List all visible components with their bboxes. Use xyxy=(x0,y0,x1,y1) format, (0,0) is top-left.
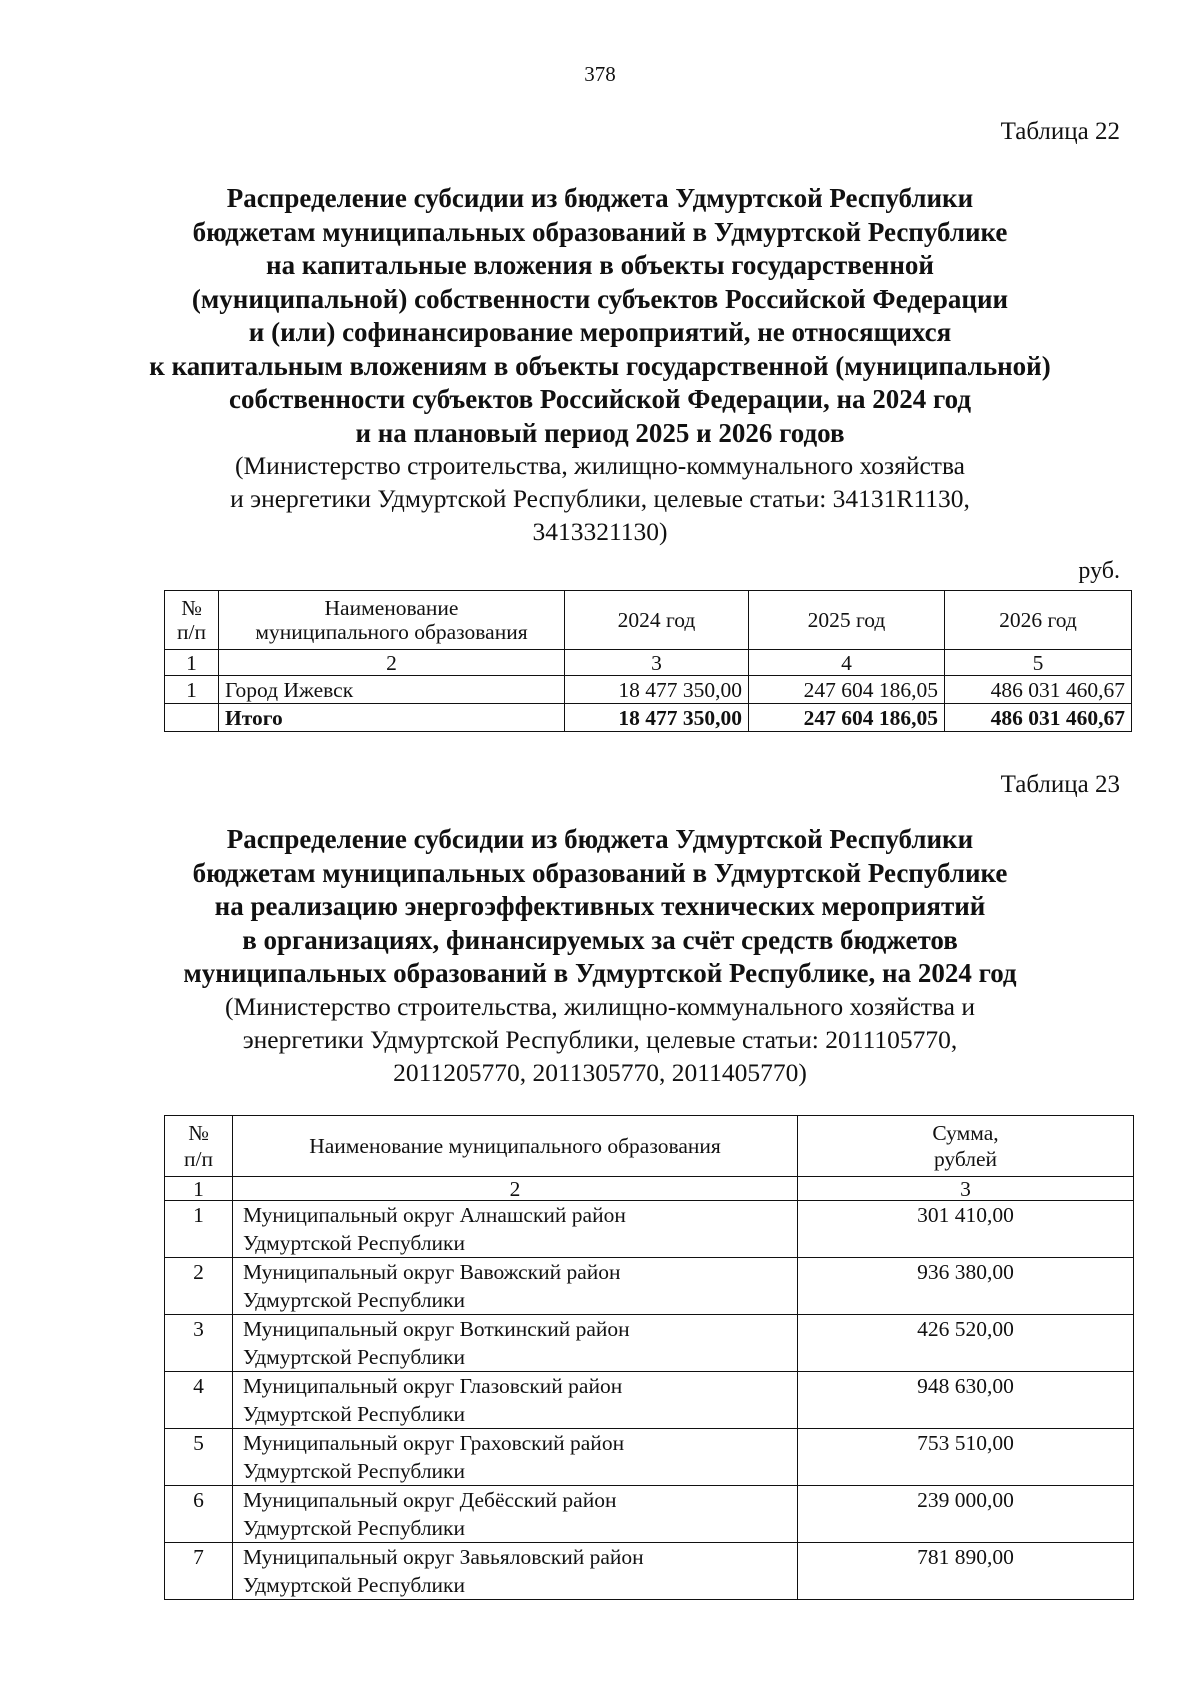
row-name-line1: Муниципальный округ Вавожский район xyxy=(243,1260,621,1284)
title-line: муниципальных образований в Удмуртской Республике, на 2024 год xyxy=(183,958,1017,988)
title-line: и (или) софинансирование мероприятий, не относящихся xyxy=(248,317,952,347)
header-name xyxy=(219,591,565,650)
title-line: собственности субъектов Российской Федерации, на 2024 год xyxy=(229,384,971,414)
row-amount: 948 630,00 xyxy=(798,1372,1134,1429)
column-index: 4 xyxy=(749,650,945,676)
row-num: 1 xyxy=(165,1201,233,1258)
header-2024: 2024 год xyxy=(565,591,749,650)
row-2025: 247 604 186,05 xyxy=(749,676,945,704)
subtitle-line: и энергетики Удмуртской Республики, целевые статьи: 34131R1130, xyxy=(230,484,970,513)
column-index: 2 xyxy=(219,650,565,676)
row-amount: 239 000,00 xyxy=(798,1486,1134,1543)
row-num: 7 xyxy=(165,1543,233,1600)
table-23-title xyxy=(100,823,1100,991)
subtitle-line: 3413321130) xyxy=(532,517,668,546)
row-amount: 936 380,00 xyxy=(798,1258,1134,1315)
total-num xyxy=(165,704,219,732)
row-name xyxy=(233,1258,798,1315)
row-name xyxy=(233,1372,798,1429)
table-row xyxy=(165,1486,1134,1543)
row-name-line2: Удмуртской Республики xyxy=(243,1231,466,1255)
row-amount: 753 510,00 xyxy=(798,1429,1134,1486)
row-num: 6 xyxy=(165,1486,233,1543)
table-22-subtitle xyxy=(100,449,1100,548)
header-num-line1: № xyxy=(181,596,202,620)
table-22 xyxy=(164,590,1132,732)
column-index: 1 xyxy=(165,1177,233,1201)
header-2026: 2026 год xyxy=(945,591,1132,650)
total-row xyxy=(165,704,1132,732)
title-line: к капитальным вложениям в объекты государственной (муниципальной) xyxy=(149,350,1051,381)
header-num-line2: п/п xyxy=(177,620,206,644)
column-index-row xyxy=(165,1177,1134,1201)
subtitle-line: (Министерство строительства, жилищно-коммунального хозяйства xyxy=(235,451,965,480)
row-name-line1: Муниципальный округ Граховский район xyxy=(243,1431,625,1455)
header-sum xyxy=(798,1116,1134,1177)
table-22-label: Таблица 22 xyxy=(1000,118,1120,145)
row-num: 1 xyxy=(165,676,219,704)
title-line: Распределение субсидии из бюджета Удмуртской Республики xyxy=(226,824,974,854)
header-num-line1: № xyxy=(188,1121,209,1145)
table-row xyxy=(165,1201,1134,1258)
column-index: 3 xyxy=(565,650,749,676)
header-sum-line1: Сумма, xyxy=(932,1121,999,1145)
row-2024: 18 477 350,00 xyxy=(565,676,749,704)
row-num: 4 xyxy=(165,1372,233,1429)
page-number: 378 xyxy=(584,62,616,86)
row-name xyxy=(233,1429,798,1486)
header-num xyxy=(165,591,219,650)
header-num-line2: п/п xyxy=(184,1147,213,1171)
row-2026: 486 031 460,67 xyxy=(945,676,1132,704)
column-index-row xyxy=(165,650,1132,676)
table-23 xyxy=(164,1115,1134,1600)
header-sum-line2: рублей xyxy=(933,1147,998,1171)
total-2025: 247 604 186,05 xyxy=(749,704,945,732)
title-line: в организациях, финансируемых за счёт средств бюджетов xyxy=(242,924,958,955)
row-num: 5 xyxy=(165,1429,233,1486)
title-line: и на плановый период 2025 и 2026 годов xyxy=(355,417,845,448)
row-name-line2: Удмуртской Республики xyxy=(243,1402,466,1426)
row-amount: 781 890,00 xyxy=(798,1543,1134,1600)
table-row xyxy=(165,1315,1134,1372)
row-amount: 301 410,00 xyxy=(798,1201,1134,1258)
header-name-line1: Наименование xyxy=(324,596,459,620)
total-2026: 486 031 460,67 xyxy=(945,704,1132,732)
currency-unit: руб. xyxy=(1078,558,1120,584)
table-22-title xyxy=(100,182,1100,450)
row-name-line1: Муниципальный округ Алнашский район xyxy=(243,1203,626,1227)
column-index: 1 xyxy=(165,650,219,676)
row-num: 2 xyxy=(165,1258,233,1315)
table-row xyxy=(165,1429,1134,1486)
row-num: 3 xyxy=(165,1315,233,1372)
row-amount: 426 520,00 xyxy=(798,1315,1134,1372)
row-name-line2: Удмуртской Республики xyxy=(243,1288,466,1312)
title-line: на реализацию энергоэффективных технических мероприятий xyxy=(214,891,986,921)
row-name-line2: Удмуртской Республики xyxy=(243,1573,466,1597)
row-name-line2: Удмуртской Республики xyxy=(243,1516,466,1540)
table-23-subtitle xyxy=(100,990,1100,1089)
table-23-label: Таблица 23 xyxy=(1000,771,1120,798)
title-line: (муниципальной) собственности субъектов Российской Федерации xyxy=(191,283,1009,314)
subtitle-line: 2011205770, 2011305770, 2011405770) xyxy=(393,1058,807,1087)
subtitle-line: энергетики Удмуртской Республики, целевые статьи: 2011105770, xyxy=(242,1025,958,1054)
header-num xyxy=(165,1116,233,1177)
table-header-row xyxy=(165,1116,1134,1177)
header-name: Наименование муниципального образования xyxy=(233,1116,798,1177)
row-name-line1: Муниципальный округ Воткинский район xyxy=(243,1317,630,1341)
title-line: Распределение субсидии из бюджета Удмуртской Республики xyxy=(226,183,974,213)
row-name xyxy=(233,1201,798,1258)
row-name: Город Ижевск xyxy=(219,676,565,704)
title-line: на капитальные вложения в объекты государственной xyxy=(266,250,934,280)
column-index: 2 xyxy=(233,1177,798,1201)
row-name-line2: Удмуртской Республики xyxy=(243,1459,466,1483)
header-2025: 2025 год xyxy=(749,591,945,650)
table-row xyxy=(165,1543,1134,1600)
table-row xyxy=(165,676,1132,704)
column-index: 5 xyxy=(945,650,1132,676)
table-row xyxy=(165,1372,1134,1429)
table-row xyxy=(165,1258,1134,1315)
row-name-line1: Муниципальный округ Глазовский район xyxy=(243,1374,623,1398)
row-name-line1: Муниципальный округ Завьяловский район xyxy=(243,1545,644,1569)
row-name-line2: Удмуртской Республики xyxy=(243,1345,466,1369)
title-line: бюджетам муниципальных образований в Удмуртской Республике xyxy=(192,216,1008,247)
total-2024: 18 477 350,00 xyxy=(565,704,749,732)
table-header-row xyxy=(165,591,1132,650)
total-label: Итого xyxy=(219,704,565,732)
subtitle-line: (Министерство строительства, жилищно-коммунального хозяйства и xyxy=(225,992,975,1021)
row-name-line1: Муниципальный округ Дебёсский район xyxy=(243,1488,617,1512)
row-name xyxy=(233,1315,798,1372)
row-name xyxy=(233,1543,798,1600)
column-index: 3 xyxy=(798,1177,1134,1201)
header-name-line2: муниципального образования xyxy=(255,620,528,644)
row-name xyxy=(233,1486,798,1543)
title-line: бюджетам муниципальных образований в Удмуртской Республике xyxy=(192,857,1008,888)
